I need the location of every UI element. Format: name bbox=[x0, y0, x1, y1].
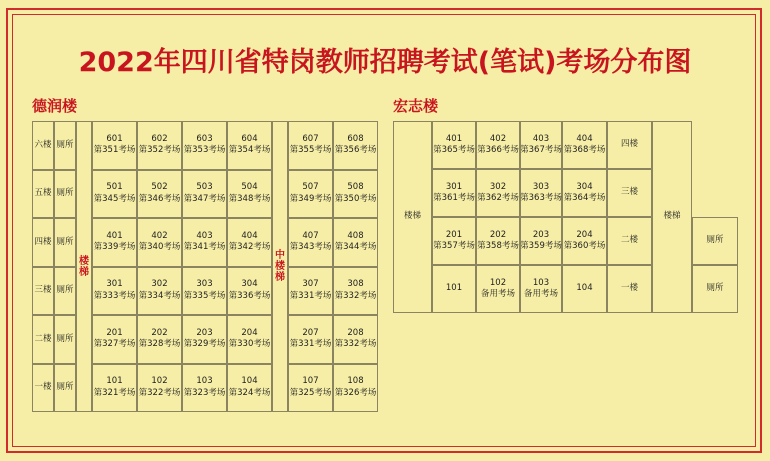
floor-label: 六楼 bbox=[32, 121, 54, 170]
exam-room: 203 第329考场 bbox=[182, 315, 227, 364]
exam-room: 407 第343考场 bbox=[288, 218, 333, 267]
exam-room: 302 第362考场 bbox=[476, 169, 520, 217]
exam-room: 408 第344考场 bbox=[333, 218, 378, 267]
exam-room: 404 第342考场 bbox=[227, 218, 272, 267]
toilet-cell: 厕所 bbox=[692, 217, 738, 265]
exam-room: 607 第355考场 bbox=[288, 121, 333, 170]
exam-room: 301 第333考场 bbox=[92, 267, 137, 316]
derun-building-title: 德润楼 bbox=[32, 97, 78, 115]
toilet-cell: 厕所 bbox=[54, 315, 76, 364]
exam-room: 104 第324考场 bbox=[227, 364, 272, 413]
exam-room: 204 第360考场 bbox=[562, 217, 607, 265]
exam-room: 508 第350考场 bbox=[333, 170, 378, 219]
floor-label: 四楼 bbox=[607, 121, 652, 169]
exam-room: 403 第341考场 bbox=[182, 218, 227, 267]
exam-room: 604 第354考场 bbox=[227, 121, 272, 170]
exam-room: 204 第330考场 bbox=[227, 315, 272, 364]
exam-room: 202 第328考场 bbox=[137, 315, 182, 364]
exam-room: 302 第334考场 bbox=[137, 267, 182, 316]
floor-label: 三楼 bbox=[607, 169, 652, 217]
exam-room: 308 第332考场 bbox=[333, 267, 378, 316]
exam-room: 507 第349考场 bbox=[288, 170, 333, 219]
toilet-cell: 厕所 bbox=[54, 121, 76, 170]
floor-label: 一楼 bbox=[32, 364, 54, 413]
exam-room: 202 第358考场 bbox=[476, 217, 520, 265]
floor-label: 四楼 bbox=[32, 218, 54, 267]
toilet-cell: 厕所 bbox=[54, 170, 76, 219]
exam-room: 201 第357考场 bbox=[432, 217, 476, 265]
toilet-cell: 厕所 bbox=[692, 265, 738, 313]
exam-room: 103 第323考场 bbox=[182, 364, 227, 413]
exam-room: 208 第332考场 bbox=[333, 315, 378, 364]
hongzhi-building-title: 宏志楼 bbox=[393, 97, 439, 115]
exam-room: 403 第367考场 bbox=[520, 121, 562, 169]
exam-room: 203 第359考场 bbox=[520, 217, 562, 265]
exam-room: 401 第339考场 bbox=[92, 218, 137, 267]
exam-room: 102 第322考场 bbox=[137, 364, 182, 413]
exam-room: 401 第365考场 bbox=[432, 121, 476, 169]
exam-room: 504 第348考场 bbox=[227, 170, 272, 219]
exam-room: 404 第368考场 bbox=[562, 121, 607, 169]
floor-label: 五楼 bbox=[32, 170, 54, 219]
exam-room: 501 第345考场 bbox=[92, 170, 137, 219]
exam-room: 402 第340考场 bbox=[137, 218, 182, 267]
stairs-right: 楼梯 bbox=[652, 121, 692, 313]
page-title: 2022年四川省特岗教师招聘考试(笔试)考场分布图 bbox=[78, 47, 692, 78]
exam-room: 602 第352考场 bbox=[137, 121, 182, 170]
exam-room: 307 第331考场 bbox=[288, 267, 333, 316]
stairs-left: 楼梯 bbox=[393, 121, 432, 313]
exam-room: 402 第366考场 bbox=[476, 121, 520, 169]
exam-room: 108 第326考场 bbox=[333, 364, 378, 413]
exam-room: 304 第364考场 bbox=[562, 169, 607, 217]
exam-room: 503 第347考场 bbox=[182, 170, 227, 219]
exam-room: 301 第361考场 bbox=[432, 169, 476, 217]
exam-room: 102 备用考场 bbox=[476, 265, 520, 313]
exam-room: 101 第321考场 bbox=[92, 364, 137, 413]
exam-room: 603 第353考场 bbox=[182, 121, 227, 170]
exam-room: 303 第335考场 bbox=[182, 267, 227, 316]
exam-room: 201 第327考场 bbox=[92, 315, 137, 364]
toilet-cell: 厕所 bbox=[54, 218, 76, 267]
exam-room: 107 第325考场 bbox=[288, 364, 333, 413]
exam-room: 303 第363考场 bbox=[520, 169, 562, 217]
exam-room: 502 第346考场 bbox=[137, 170, 182, 219]
floor-label: 一楼 bbox=[607, 265, 652, 313]
stairs-left: 楼 梯 bbox=[76, 121, 92, 412]
exam-room: 101 bbox=[432, 265, 476, 313]
floor-label: 三楼 bbox=[32, 267, 54, 316]
floor-label: 二楼 bbox=[32, 315, 54, 364]
exam-room: 103 备用考场 bbox=[520, 265, 562, 313]
toilet-cell: 厕所 bbox=[54, 364, 76, 413]
exam-room: 207 第331考场 bbox=[288, 315, 333, 364]
floor-label: 二楼 bbox=[607, 217, 652, 265]
exam-room: 608 第356考场 bbox=[333, 121, 378, 170]
exam-room: 601 第351考场 bbox=[92, 121, 137, 170]
stairs-middle: 中 楼 梯 bbox=[272, 121, 288, 412]
exam-room: 104 bbox=[562, 265, 607, 313]
toilet-cell: 厕所 bbox=[54, 267, 76, 316]
exam-room: 304 第336考场 bbox=[227, 267, 272, 316]
